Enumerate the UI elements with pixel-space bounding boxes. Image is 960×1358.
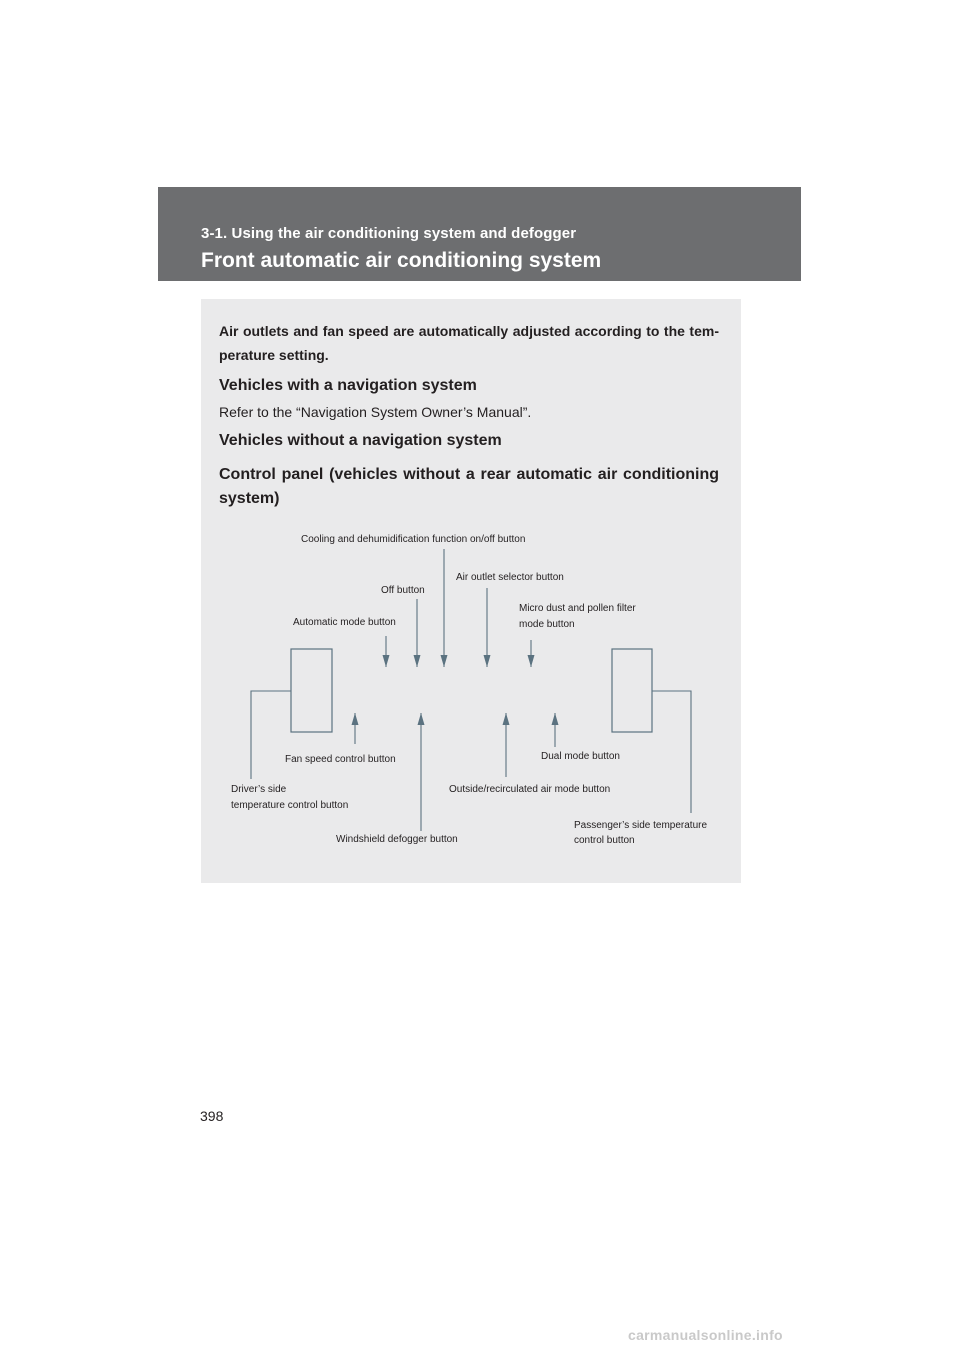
windshield-arrowhead [418,713,425,725]
outside-label: Outside/recirculated air mode button [449,784,611,795]
air-outlet-arrowhead [484,655,491,667]
no-nav-heading: Vehicles without a navigation system [219,432,502,449]
driver-leader [251,691,291,779]
control-panel-diagram [201,299,741,883]
passenger-label-2: control button [574,835,635,846]
automatic-label: Automatic mode button [293,617,396,628]
intro-paragraph: Air outlets and fan speed are automatically adjusted according to the tem-perature setting. [219,323,719,363]
dual-arrowhead [552,713,559,725]
fan-speed-label: Fan speed control button [285,754,396,765]
micro-dust-label-1: Micro dust and pollen filter [519,603,636,614]
page-header [158,187,801,281]
air-outlet-label: Air outlet selector button [456,572,564,583]
passenger-leader [652,691,691,813]
control-panel-heading: Control panel (vehicles without a rear automatic air conditioning system) [219,466,719,507]
driver-temp-dial [291,649,332,732]
driver-label-1: Driver’s side [231,784,287,795]
passenger-temp-dial [612,649,652,732]
content-panel [201,299,741,883]
off-label: Off button [381,585,425,596]
windshield-label: Windshield defogger button [336,834,458,845]
micro-dust-label-2: mode button [519,619,575,630]
outside-arrowhead [503,713,510,725]
section-label: 3-1. Using the air conditioning system and defogger [201,225,577,242]
driver-label-2: temperature control button [231,800,349,811]
micro-dust-arrowhead [528,655,535,667]
nav-heading: Vehicles with a navigation system [219,377,477,394]
off-arrowhead [414,655,421,667]
cooling-arrowhead [441,655,448,667]
passenger-label-1: Passenger’s side temperature [574,820,708,831]
cooling-label: Cooling and dehumidification function on/off button [301,534,526,545]
page-title: Front automatic air conditioning system [201,249,602,272]
automatic-arrowhead [383,655,390,667]
page-number: 398 [200,1108,224,1124]
nav-reference: Refer to the “Navigation System Owner’s Manual”. [219,404,532,420]
footer-watermark[interactable]: carmanualsonline.info [628,1327,783,1343]
dual-label: Dual mode button [541,751,620,762]
fan-speed-arrowhead [352,713,359,725]
